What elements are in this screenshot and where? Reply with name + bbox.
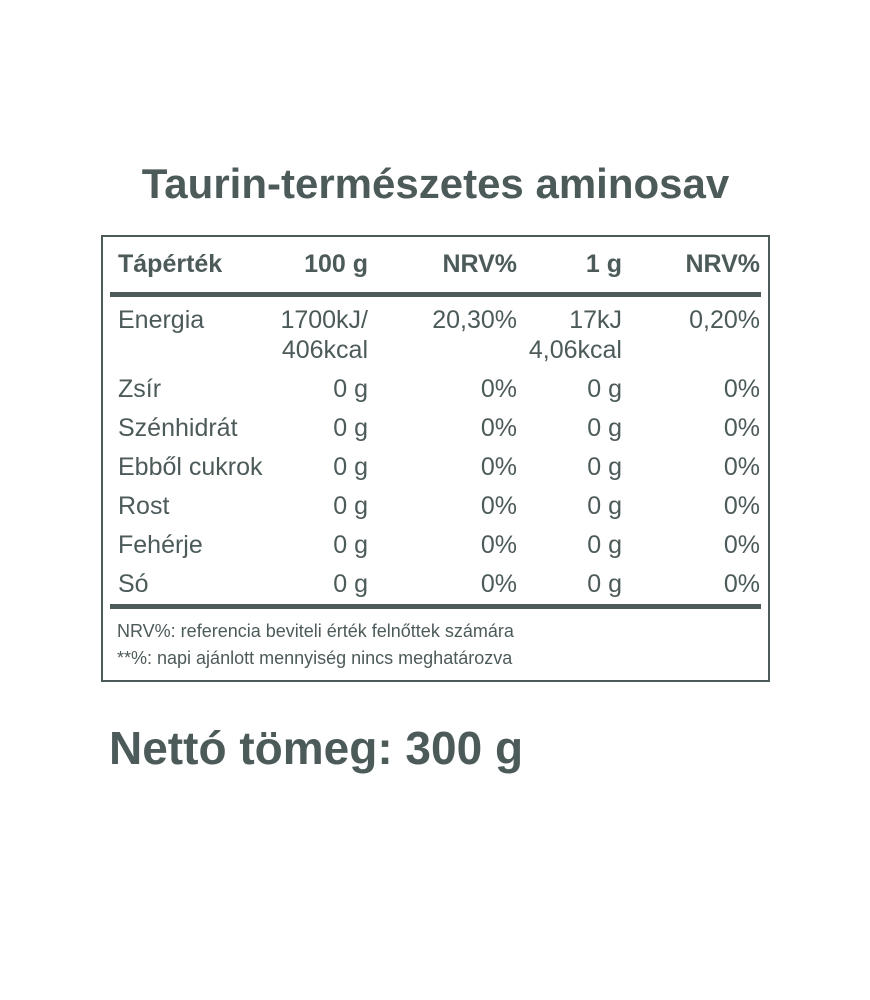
cell-nrv-1g: 0,20% [689,306,760,335]
cell-nrv-100g: 20,30% [432,306,517,335]
cell-per-100g: 0 g [333,414,368,443]
table-row-zsir [103,370,768,409]
cell-label: Energia [118,306,205,335]
cell-per-1g: 0 g [587,531,622,560]
cell-nrv-1g: 0% [723,570,760,599]
cell-label: Fehérje [118,531,203,560]
table-header-row [103,237,768,292]
cell-per-1g: 0 g [587,414,622,443]
cell-label: Zsír [118,375,162,404]
cell-nrv-1g: 0% [723,375,760,404]
cell-nrv-1g: 0% [723,492,760,521]
cell-per-100g: 0 g [333,570,368,599]
table-row-energia [103,297,768,370]
header-nutrient: Tápérték [118,250,223,279]
value-line: 1700kJ/ [280,306,368,335]
product-title: Taurin-természetes aminosav [141,160,730,207]
cell-nrv-100g: 0% [480,453,517,482]
table-row-rost [103,487,768,526]
header-nrv-100g: NRV% [442,250,517,279]
value-line: 406kcal [281,336,368,365]
table-row-ebbol-cukrok [103,448,768,487]
value-line: 4,06kcal [528,336,622,365]
table-footnotes [103,609,768,680]
cell-label: Só [118,570,149,599]
cell-nrv-100g: 0% [480,414,517,443]
cell-per-1g [517,305,622,365]
cell-nrv-1g: 0% [723,453,760,482]
cell-nrv-1g: 0% [723,531,760,560]
cell-nrv-1g: 0% [723,414,760,443]
nutrition-table [101,235,770,682]
cell-label: Szénhidrát [118,414,238,443]
value-line: 17kJ [569,306,622,335]
cell-per-100g: 0 g [333,453,368,482]
cell-label: Rost [118,492,170,521]
footnote-undefined-amount: **%: napi ajánlott mennyiség nincs meghatározva [117,648,513,669]
table-row-szenhidrat [103,409,768,448]
cell-nrv-100g: 0% [480,375,517,404]
cell-per-1g: 0 g [587,570,622,599]
cell-nrv-100g: 0% [480,492,517,521]
cell-per-1g: 0 g [587,453,622,482]
header-per-1g: 1 g [585,250,622,279]
header-nrv-1g: NRV% [685,250,760,279]
table-row-so [103,565,768,604]
cell-nrv-100g: 0% [480,570,517,599]
footnote-nrv: NRV%: referencia beviteli érték felnőttek számára [117,621,514,642]
cell-per-1g: 0 g [587,375,622,404]
cell-per-100g: 0 g [333,375,368,404]
net-weight: Nettó tömeg: 300 g [109,722,524,775]
cell-nrv-100g: 0% [480,531,517,560]
cell-per-1g: 0 g [587,492,622,521]
cell-per-100g [263,305,368,365]
label-page [101,0,770,775]
cell-per-100g: 0 g [333,492,368,521]
header-per-100g: 100 g [304,250,368,279]
cell-label: Ebből cukrok [118,453,263,482]
cell-per-100g: 0 g [333,531,368,560]
table-row-feherje [103,526,768,565]
